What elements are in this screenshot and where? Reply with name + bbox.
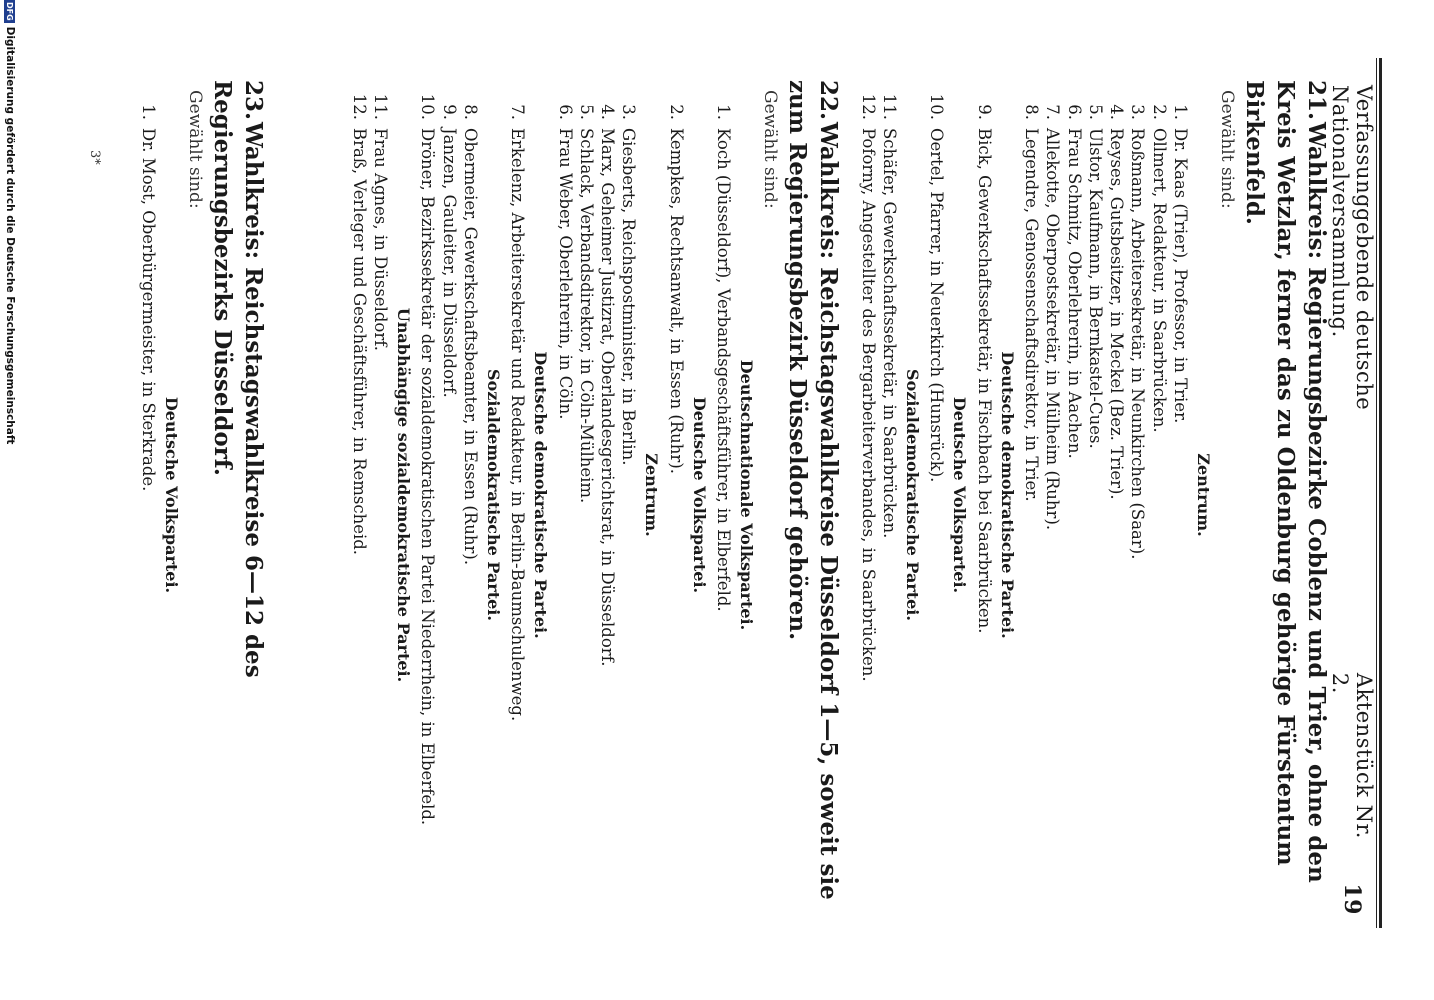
member-text: Dr. Kaas (Trier), Professor, in Trier.: [1171, 128, 1190, 424]
member-number: 1.: [714, 104, 733, 120]
party-heading: Deutsche demokratische Partei.: [531, 351, 551, 639]
dfg-logo: DFG: [5, 2, 15, 21]
member-row: [1085, 80, 1106, 910]
signature-mark: 3*: [87, 150, 102, 165]
section-23: [138, 80, 269, 910]
member-row: [138, 80, 159, 910]
party-heading: Zentrum.: [642, 453, 662, 537]
member-text: Dröner, Bezirkssekretär der sozialdemokratischen Partei Niederrhein, in Elberfeld.: [418, 128, 438, 826]
member-text: Giesberts, Reichspostminister, in Berlin.: [619, 128, 639, 466]
member-text: Obermeier, Gewerkschaftsbeamter, in Essen (Ruhr).: [460, 128, 480, 566]
member-text: Erkelenz, Arbeitersekretär und Redakteur, in Berlin-Baumschulenweg.: [508, 128, 528, 722]
party-heading: Unabhängige sozialdemokratische Partei.: [394, 307, 414, 683]
member-row: [1148, 80, 1169, 910]
member-row: [507, 80, 528, 910]
member-number: 3.: [619, 104, 639, 120]
member-row: [1042, 80, 1063, 910]
member-row: [438, 80, 459, 910]
member-row: [1106, 80, 1127, 910]
member-text: Janzen, Gauleiter, in Düsseldorf.: [439, 128, 459, 398]
member-text: Reyses, Gutsbesitzer, in Meckel (Bez. Trier).: [1107, 128, 1127, 500]
member-row: [460, 80, 481, 910]
member-row: [576, 80, 597, 910]
section-title: [782, 80, 844, 910]
section-title: [207, 80, 269, 910]
party-heading: Deutsche Volkspartei.: [689, 396, 709, 594]
running-head-file: Aktenstück Nr. 2.: [1328, 672, 1376, 839]
section-heading: Wahlkreis: Reichstagswahlkreise 6—12 des Regierungsbezirks Düsseldorf.: [209, 80, 267, 678]
member-number: 7.: [508, 104, 528, 120]
page-number: 19: [1339, 883, 1365, 915]
member-number: 1.: [139, 104, 158, 120]
elected-label: Gewählt sind:: [185, 90, 205, 209]
member-number: 11.: [371, 93, 391, 120]
member-number: 10.: [418, 93, 438, 120]
member-number: 2.: [666, 104, 686, 120]
member-number: 4.: [598, 104, 618, 120]
member-text: Marx, Geheimer Justizrat, Oberlandesgerichtsrat, in Düsseldorf.: [598, 128, 618, 667]
header-rule: [1376, 58, 1382, 928]
member-number: 2.: [1149, 104, 1169, 120]
member-text: Schlack, Verbandsdirektor, in Cöln-Mülheim.: [576, 128, 596, 504]
member-number: 5.: [1085, 104, 1105, 120]
member-row: [1170, 80, 1191, 910]
section-21: [857, 80, 1332, 910]
member-text: Oertel, Pfarrer, in Neuerkirch (Hunsrück).: [927, 128, 947, 483]
member-text: Frau Schmitz, Oberlehrerin, in Aachen.: [1064, 128, 1084, 459]
section-number: 23.: [240, 80, 267, 121]
party-list: [857, 80, 1213, 910]
section-title: [1239, 80, 1332, 910]
member-row: [1063, 80, 1084, 910]
party-heading: Deutsche Volkspartei.: [950, 396, 970, 594]
member-number: 9.: [974, 104, 994, 120]
member-text: Poforny, Angestellter des Bergarbeiterverbandes, in Saarbrücken.: [858, 128, 878, 682]
member-number: 9.: [439, 104, 459, 120]
member-row: [713, 80, 734, 910]
member-row: [1127, 80, 1148, 910]
member-number: 12.: [858, 93, 878, 120]
party-list: [138, 80, 181, 910]
member-number: 4.: [1107, 104, 1127, 120]
member-text: Koch (Düsseldorf), Verbandsgeschäftsführer, in Elberfeld.: [714, 128, 733, 612]
member-text: Legendre, Genossenschaftsdirektor, in Trier.: [1021, 128, 1041, 502]
member-number: 5.: [576, 104, 596, 120]
member-row: [1021, 80, 1042, 910]
credit-text: Digitalisierung gefördert durch die Deutsche Forschungsgemeinschaft: [4, 26, 16, 445]
member-text: Bick, Gewerkschaftssekretär, in Fischbach bei Saarbrücken.: [974, 128, 994, 634]
member-row: [665, 80, 686, 910]
running-head-title: Verfassunggebende deutsche Nationalversammlung.: [1328, 85, 1376, 411]
member-row: [618, 80, 639, 910]
member-number: 3.: [1128, 104, 1148, 120]
party-heading: Sozialdemokratische Partei.: [903, 369, 923, 621]
member-number: 1.: [1171, 104, 1190, 120]
member-row: [348, 80, 369, 910]
member-row: [879, 80, 900, 910]
member-number: 8.: [460, 104, 480, 120]
member-text: Frau Weber, Oberlehrerin, in Cöln.: [555, 128, 575, 420]
member-text: Kempkes, Rechtsanwalt, in Essen (Ruhr).: [666, 128, 686, 475]
party-heading: Deutsche demokratische Partei.: [997, 351, 1017, 639]
member-number: 7.: [1043, 104, 1063, 120]
member-row: [973, 80, 994, 910]
member-row: [926, 80, 947, 910]
member-row: [417, 80, 438, 910]
section-22: [348, 80, 844, 910]
member-number: 6.: [1064, 104, 1084, 120]
member-number: 12.: [349, 93, 369, 120]
member-row: [597, 80, 618, 910]
party-heading: Deutschnationale Volkspartei.: [737, 359, 756, 631]
member-text: Frau Agnes, in Düsseldorf.: [371, 128, 391, 351]
member-row: [554, 80, 575, 910]
digitization-credit: [4, 0, 16, 1000]
party-list: [348, 80, 756, 910]
running-head: [1328, 85, 1376, 915]
member-row: [370, 80, 391, 910]
section-heading: Wahlkreis: Regierungsbezirke Coblenz und Trier, ohne den Kreis Wetzlar, ferner das zu Oldenburg gehörige Fürstentum Birkenfeld.: [1241, 80, 1330, 883]
elected-label: Gewählt sind:: [760, 90, 780, 209]
member-text: Braß, Verleger und Geschäftsführer, in Remscheid.: [349, 128, 369, 556]
party-heading: Deutsche Volkspartei.: [162, 396, 181, 594]
party-heading: Zentrum.: [1194, 453, 1213, 537]
member-number: 8.: [1021, 104, 1041, 120]
member-text: Dr. Most, Oberbürgermeister, in Sterkrade.: [139, 128, 158, 492]
member-number: 11.: [880, 93, 900, 120]
member-row: [857, 80, 878, 910]
elected-label: Gewählt sind:: [1217, 90, 1237, 209]
member-number: 10.: [927, 93, 947, 120]
party-heading: Sozialdemokratische Partei.: [483, 369, 503, 621]
member-text: Schäfer, Gewerkschaftssekretär, in Saarbrücken.: [880, 128, 900, 539]
section-number: 22.: [815, 80, 842, 121]
member-text: Ulstor, Kaufmann, in Bernkastel-Cues.: [1085, 128, 1105, 449]
member-text: Roßmann, Arbeitersekretär, in Neunkirchen (Saar).: [1128, 128, 1148, 560]
section-heading: Wahlkreis: Reichstagswahlkreise Düsseldorf 1—5, soweit sie zum Regierungsbezirk Düsseldorf gehören.: [784, 80, 842, 900]
member-text: Ollmert, Redakteur, in Saarbrücken.: [1149, 128, 1169, 433]
member-text: Allekotte, Oberpostsekretär, in Mülheim (Ruhr).: [1043, 128, 1063, 531]
member-number: 6.: [555, 104, 575, 120]
section-number: 21.: [1303, 80, 1330, 121]
